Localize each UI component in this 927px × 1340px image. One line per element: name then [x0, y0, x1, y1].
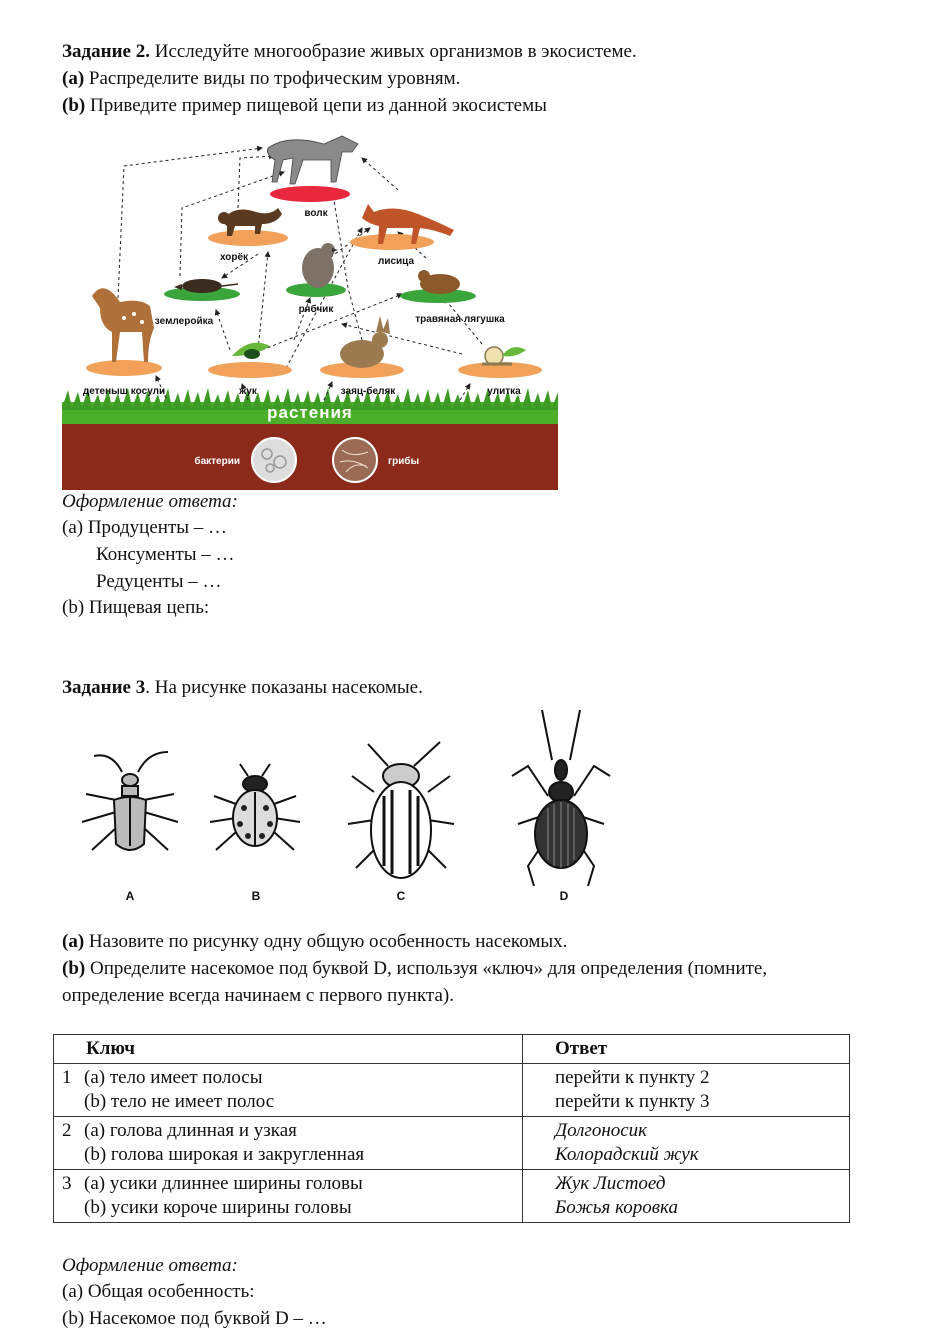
answer-option-b: перейти к пункту 3: [555, 1091, 710, 1112]
arrow-beetle-shrew: [216, 310, 230, 350]
task2-title-text: Исследуйте многообразие живых организмов в экосистеме.: [149, 41, 637, 62]
answer2-heading: Оформление ответа:: [62, 491, 238, 512]
shrew-label: землеройка: [154, 316, 214, 327]
key-cell: [54, 1170, 523, 1223]
answer2-chain: (b) Пищевая цепь:: [62, 597, 210, 618]
task2-number: Задание 2.: [62, 41, 150, 62]
answer-option-a: Долгоносик: [555, 1120, 648, 1141]
row-number: 3: [62, 1173, 72, 1194]
ferret-platform: [208, 230, 288, 246]
wolf-label: волк: [304, 208, 328, 219]
table-row: [54, 1117, 850, 1170]
beetle-platform: [208, 362, 292, 378]
key-cell: [54, 1064, 523, 1117]
insect-a-label: A: [125, 889, 135, 903]
hare-label: заяц-беляк: [340, 386, 396, 397]
fox-platform: [350, 234, 434, 250]
insect-b-label: B: [251, 889, 261, 903]
answer2-reducers: Редуценты – …: [96, 571, 222, 592]
answer2-consumers: Консументы – …: [96, 544, 235, 565]
task3-title: [62, 676, 423, 700]
key-option-a: (a) голова длинная и узкая: [84, 1120, 297, 1141]
header-answer: Ответ: [523, 1035, 850, 1064]
key-option-a: (a) усики длиннее ширины головы: [84, 1173, 363, 1194]
fungi-icon: [333, 438, 377, 482]
insect-d: [512, 710, 610, 886]
row-number: 2: [62, 1120, 72, 1141]
answer-option-a: Жук Листоед: [555, 1173, 666, 1194]
part-a-mark: (a): [62, 68, 85, 89]
insect-c-label: C: [396, 889, 406, 903]
grouse-label: рябчик: [298, 304, 334, 315]
fungi-label: грибы: [388, 456, 420, 467]
task3-b-text: Определите насекомое под буквой D, используя «ключ» для определения (помните,: [85, 958, 768, 979]
arrow-beetle-ferret: [258, 252, 268, 350]
answer2-producers: (a) Продуценты – …: [62, 517, 228, 538]
plants-label: растения: [267, 403, 353, 422]
wolf-platform: [270, 186, 350, 202]
part-b-mark: (b): [62, 95, 86, 116]
beetle-food-icon: [232, 343, 270, 359]
answer3-feature: (a) Общая особенность:: [62, 1281, 255, 1302]
key-option-a: (a) тело имеет полосы: [84, 1067, 263, 1088]
task3-part-b-cont: определение всегда начинаем с первого пункта).: [62, 985, 454, 1006]
header-key: Ключ: [54, 1035, 523, 1064]
fawn-label: детеныш косули: [82, 386, 166, 397]
task3-number: Задание 3: [62, 677, 146, 698]
task3-part-b: [62, 957, 767, 981]
beetle-label: жук: [239, 386, 257, 397]
task2-part-b: [62, 94, 547, 118]
task3-b-mark: (b): [62, 958, 86, 979]
wolf-icon: [267, 136, 358, 184]
task2-part-a: [62, 67, 460, 91]
insects-figure: [62, 700, 662, 910]
part-b-text: Приведите пример пищевой цепи из данной экосистемы: [85, 95, 547, 116]
insect-a: [82, 752, 178, 850]
table-header-row: [54, 1035, 850, 1064]
task3-title-text: . На рисунке показаны насекомые.: [145, 677, 423, 698]
task3-a-mark: (a): [62, 931, 85, 952]
insect-d-label: D: [559, 889, 569, 903]
answer-cell: [523, 1170, 850, 1223]
answer-option-a: перейти к пункту 2: [555, 1067, 710, 1088]
fox-label: лисица: [377, 256, 415, 267]
answer-cell: [523, 1064, 850, 1117]
ecosystem-diagram: [62, 118, 558, 490]
task2-title: [62, 40, 637, 64]
answer3-insect-d: (b) Насекомое под буквой D – …: [62, 1308, 327, 1329]
row-number: 1: [62, 1067, 72, 1088]
snail-label: улитка: [487, 386, 521, 397]
answer-option-b: Божья коровка: [555, 1197, 678, 1218]
task3-part-a: [62, 930, 567, 954]
bacteria-label: бактерии: [194, 456, 240, 467]
identification-key-table: [53, 1034, 850, 1223]
ferret-label: хорёк: [219, 252, 249, 263]
key-option-b: (b) голова широкая и закругленная: [84, 1144, 365, 1165]
part-a-text: Распределите виды по трофическим уровням.: [84, 68, 461, 89]
answer3-heading: Оформление ответа:: [62, 1255, 238, 1276]
arrow-fox-wolf: [362, 158, 398, 190]
fawn-platform: [86, 360, 162, 376]
table-row: [54, 1064, 850, 1117]
key-option-b: (b) тело не имеет полос: [84, 1091, 275, 1112]
table-row: [54, 1170, 850, 1223]
frog-label: травяная лягушка: [415, 314, 505, 325]
answer-cell: [523, 1117, 850, 1170]
task3-a-text: Назовите по рисунку одну общую особенность насекомых.: [84, 931, 568, 952]
fawn-icon: [92, 288, 154, 362]
answer-option-b: Колорадский жук: [555, 1144, 699, 1165]
arrow-hare-wolf: [332, 188, 362, 340]
insect-b: [210, 764, 300, 850]
insect-c: [348, 742, 454, 878]
soil-layer: [62, 418, 558, 490]
key-cell: [54, 1117, 523, 1170]
hare-icon: [340, 316, 390, 368]
key-option-b: (b) усики короче ширины головы: [84, 1197, 352, 1218]
